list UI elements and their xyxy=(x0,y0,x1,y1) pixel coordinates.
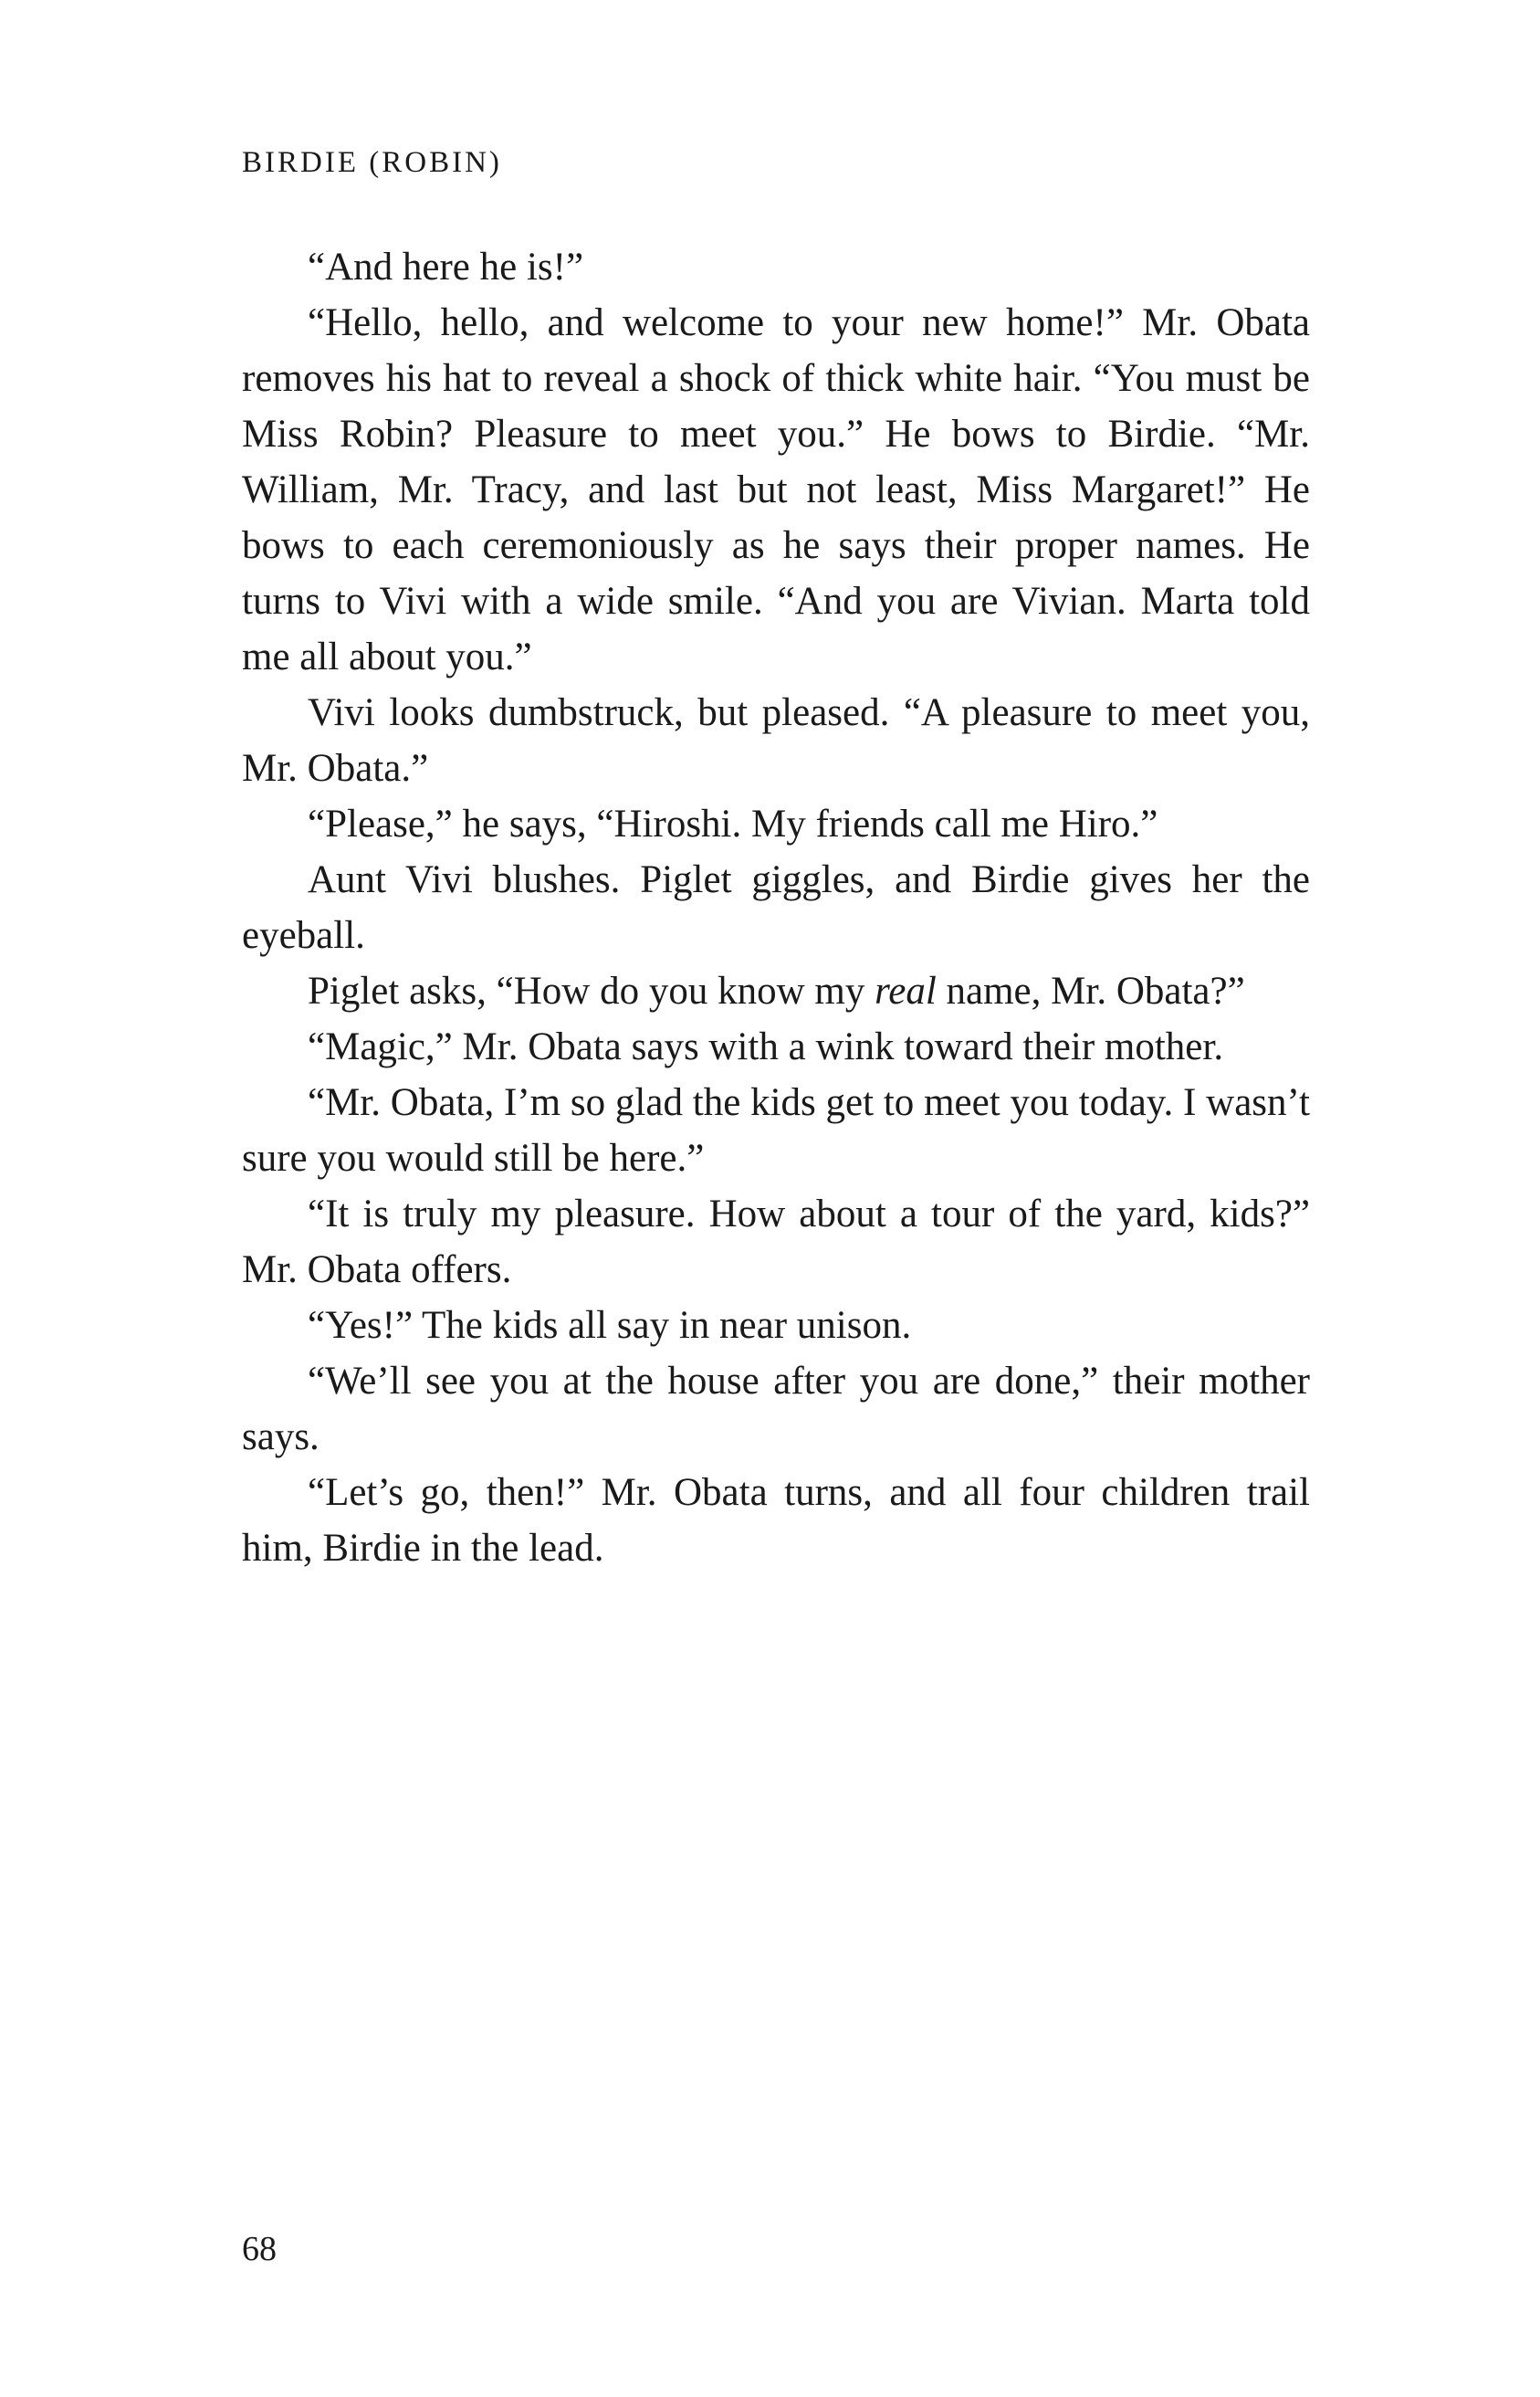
paragraph: “Magic,” Mr. Obata says with a wink toward their mother. xyxy=(308,1025,1224,1068)
italic-word: real xyxy=(875,970,937,1013)
paragraph: “And here he is!” xyxy=(308,246,584,289)
paragraph: “It is truly my pleasure. How about a tour of the yard, kids?” Mr. Obata offers. xyxy=(242,1193,1310,1291)
paragraph: “Hello, hello, and welcome to your new home!” Mr. Obata removes his hat to reveal a shock of thick white hair. “You must be Miss Robin? Pleasure to meet you.” He bows to Birdie. “Mr. William, Mr. Tracy, and last but not least, Miss Margaret!” He bows to each ceremoniously as he says their proper names. He turns to Vivi with a wide smile. “And you are Vivian. Marta told me all about you.” xyxy=(242,301,1310,678)
running-head: BIRDIE (ROBIN) xyxy=(242,146,502,179)
paragraph: “Mr. Obata, I’m so glad the kids get to meet you today. I wasn’t sure you would still be here.” xyxy=(242,1081,1310,1180)
paragraph xyxy=(242,963,1310,1019)
paragraph: “We’ll see you at the house after you are done,” their mother says. xyxy=(242,1360,1310,1458)
paragraph: Vivi looks dumbstruck, but pleased. “A pleasure to meet you, Mr. Obata.” xyxy=(242,691,1310,790)
paragraph: “Please,” he says, “Hiroshi. My friends call me Hiro.” xyxy=(308,803,1158,846)
body-text xyxy=(242,239,1310,1576)
paragraph: “Yes!” The kids all say in near unison. xyxy=(308,1304,912,1347)
paragraph: Aunt Vivi blushes. Piglet giggles, and Birdie gives her the eyeball. xyxy=(242,858,1310,957)
paragraph-text: Piglet asks, “How do you know my xyxy=(308,970,875,1013)
paragraph: “Let’s go, then!” Mr. Obata turns, and all four children trail him, Birdie in the lead. xyxy=(242,1471,1310,1570)
paragraph-text: name, Mr. Obata?” xyxy=(936,970,1245,1013)
page-number: 68 xyxy=(242,2230,277,2268)
